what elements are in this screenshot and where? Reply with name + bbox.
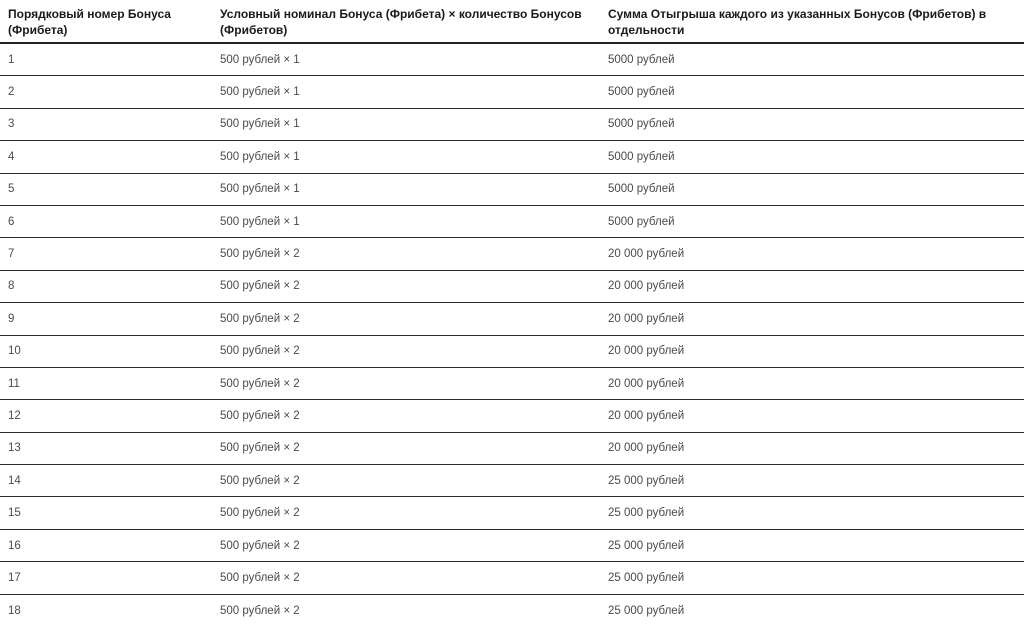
table-row xyxy=(0,400,1024,432)
cell-wagering-amount: 5000 рублей xyxy=(608,183,675,196)
cell-bonus-number: 12 xyxy=(8,409,21,422)
cell-bonus-nominal: 500 рублей × 2 xyxy=(220,312,300,325)
table-row xyxy=(0,433,1024,465)
cell-wagering-amount: 25 000 рублей xyxy=(608,507,685,520)
table-row xyxy=(0,303,1024,335)
table-row xyxy=(0,465,1024,497)
cell-bonus-nominal: 500 рублей × 2 xyxy=(220,604,300,617)
cell-wagering-amount: 25 000 рублей xyxy=(608,539,685,552)
cell-wagering-amount: 25 000 рублей xyxy=(608,571,685,584)
cell-bonus-nominal: 500 рублей × 2 xyxy=(220,345,300,358)
cell-wagering-amount: 5000 рублей xyxy=(608,53,675,66)
cell-bonus-number: 8 xyxy=(8,280,15,293)
cell-wagering-amount: 5000 рублей xyxy=(608,150,675,163)
cell-bonus-nominal: 500 рублей × 2 xyxy=(220,248,300,261)
table-row xyxy=(0,109,1024,141)
cell-bonus-number: 1 xyxy=(8,53,15,66)
cell-bonus-number: 17 xyxy=(8,571,21,584)
table-row xyxy=(0,174,1024,206)
cell-bonus-number: 9 xyxy=(8,312,15,325)
table-row xyxy=(0,336,1024,368)
cell-wagering-amount: 25 000 рублей xyxy=(608,474,685,487)
cell-wagering-amount: 5000 рублей xyxy=(608,118,675,131)
cell-bonus-nominal: 500 рублей × 1 xyxy=(220,53,300,66)
cell-wagering-amount: 20 000 рублей xyxy=(608,409,685,422)
table-row xyxy=(0,206,1024,238)
table-row xyxy=(0,271,1024,303)
table-row xyxy=(0,595,1024,626)
cell-wagering-amount: 20 000 рублей xyxy=(608,345,685,358)
cell-bonus-number: 2 xyxy=(8,86,15,99)
cell-bonus-nominal: 500 рублей × 1 xyxy=(220,86,300,99)
cell-bonus-nominal: 500 рублей × 2 xyxy=(220,442,300,455)
cell-bonus-nominal: 500 рублей × 2 xyxy=(220,571,300,584)
table-row xyxy=(0,238,1024,270)
cell-wagering-amount: 20 000 рублей xyxy=(608,280,685,293)
cell-bonus-nominal: 500 рублей × 2 xyxy=(220,409,300,422)
cell-bonus-number: 13 xyxy=(8,442,21,455)
cell-wagering-amount: 20 000 рублей xyxy=(608,442,685,455)
table-row xyxy=(0,497,1024,529)
cell-bonus-number: 11 xyxy=(8,377,20,390)
cell-bonus-nominal: 500 рублей × 2 xyxy=(220,507,300,520)
cell-bonus-nominal: 500 рублей × 1 xyxy=(220,118,300,131)
cell-bonus-number: 18 xyxy=(8,604,21,617)
header-bonus-nominal: Условный номинал Бонуса (Фрибета) × количество Бонусов (Фрибетов) xyxy=(220,7,582,37)
cell-bonus-nominal: 500 рублей × 2 xyxy=(220,539,300,552)
cell-bonus-number: 6 xyxy=(8,215,15,228)
cell-bonus-number: 4 xyxy=(8,150,15,163)
cell-bonus-nominal: 500 рублей × 2 xyxy=(220,474,300,487)
cell-bonus-number: 10 xyxy=(8,345,21,358)
cell-wagering-amount: 25 000 рублей xyxy=(608,604,685,617)
cell-bonus-nominal: 500 рублей × 1 xyxy=(220,150,300,163)
cell-bonus-nominal: 500 рублей × 2 xyxy=(220,280,300,293)
cell-bonus-number: 7 xyxy=(8,248,15,261)
cell-bonus-number: 14 xyxy=(8,474,21,487)
table-row xyxy=(0,368,1024,400)
cell-wagering-amount: 20 000 рублей xyxy=(608,248,685,261)
table-row xyxy=(0,530,1024,562)
cell-bonus-nominal: 500 рублей × 1 xyxy=(220,183,300,196)
cell-bonus-number: 15 xyxy=(8,507,21,520)
cell-bonus-number: 5 xyxy=(8,183,15,196)
cell-wagering-amount: 5000 рублей xyxy=(608,215,675,228)
cell-bonus-number: 16 xyxy=(8,539,21,552)
table-row xyxy=(0,562,1024,594)
table-body xyxy=(0,44,1024,626)
table-row xyxy=(0,141,1024,173)
table-row xyxy=(0,44,1024,76)
table-header-row xyxy=(0,0,1024,44)
header-bonus-number: Порядковый номер Бонуса (Фрибета) xyxy=(8,7,171,37)
cell-bonus-number: 3 xyxy=(8,118,15,131)
cell-wagering-amount: 20 000 рублей xyxy=(608,312,685,325)
cell-wagering-amount: 20 000 рублей xyxy=(608,377,685,390)
header-wagering-amount: Сумма Отыгрыша каждого из указанных Бонусов (Фрибетов) в отдельности xyxy=(608,7,987,37)
table-row xyxy=(0,76,1024,108)
cell-bonus-nominal: 500 рублей × 1 xyxy=(220,215,300,228)
cell-bonus-nominal: 500 рублей × 2 xyxy=(220,377,300,390)
cell-wagering-amount: 5000 рублей xyxy=(608,86,675,99)
